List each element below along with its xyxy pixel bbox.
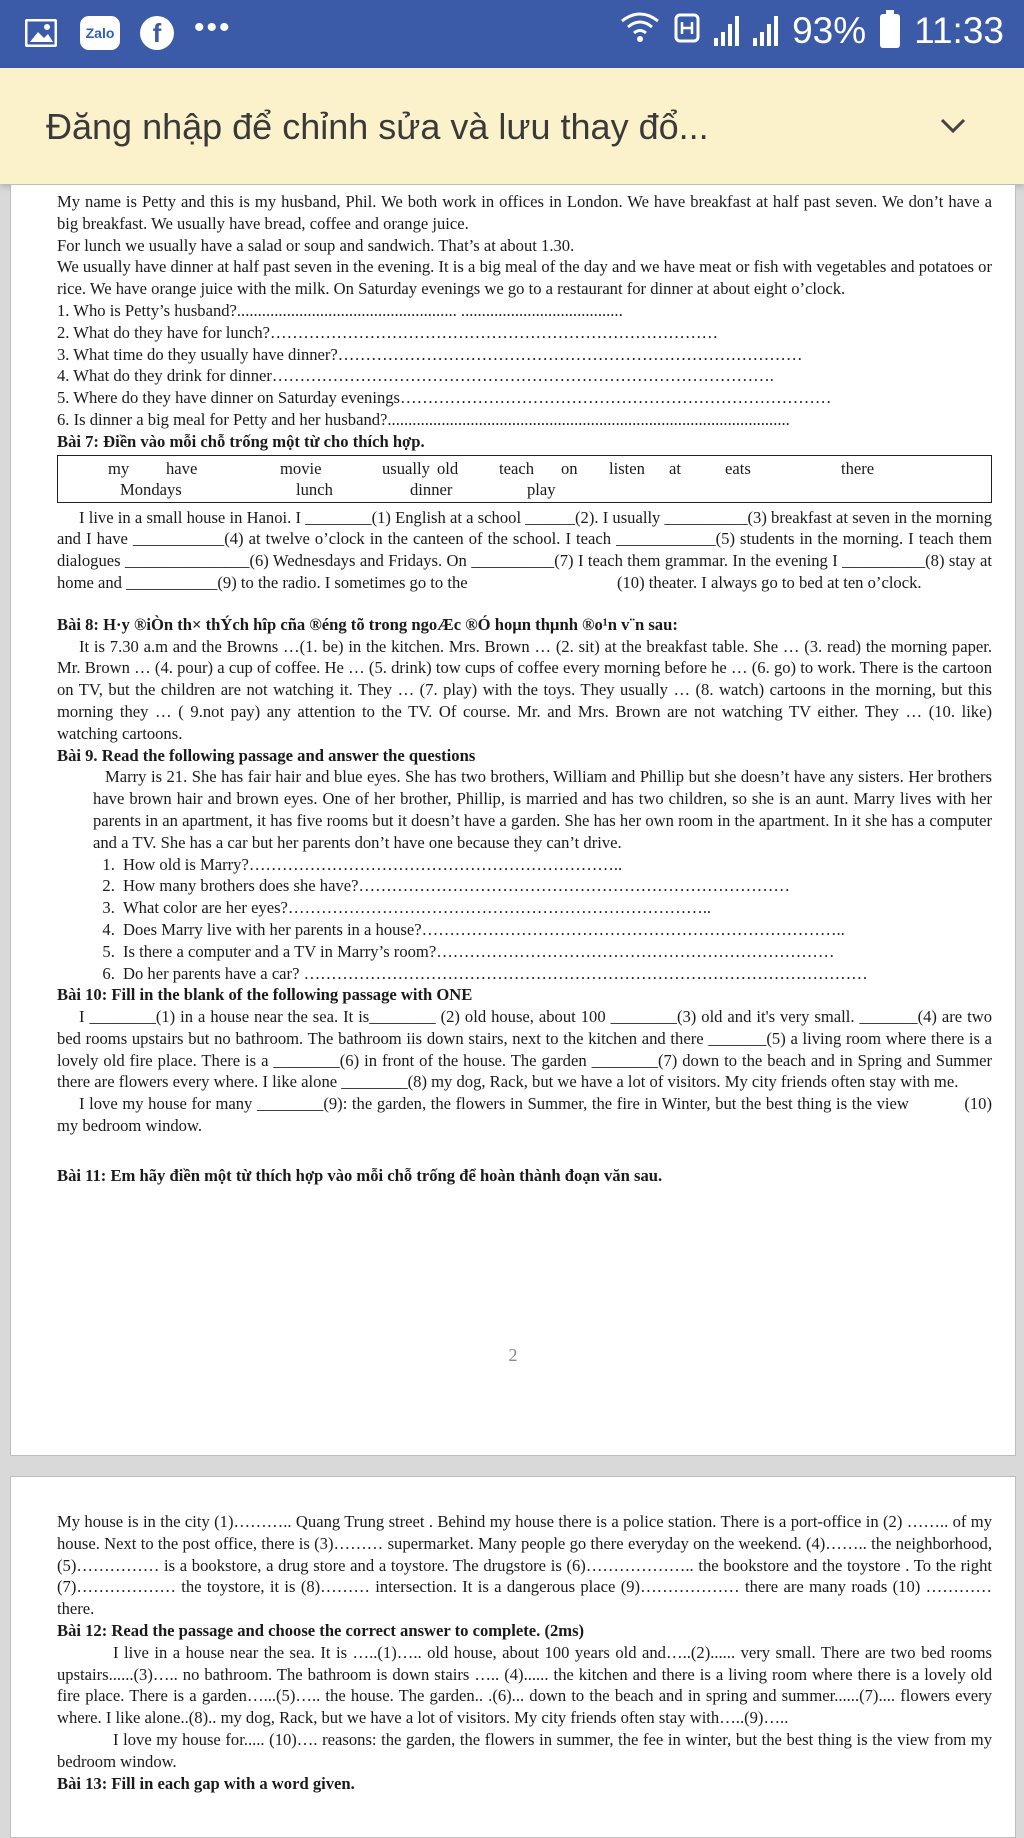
bai7-passage: I live in a small house in Hanoi. I ________(1) English at a school ______(2). I usually __________(3) breakfast at seven in the morning and I have ___________(4) at twelve o’clock in the canteen of the school. I teach ____________(5) students in the morning. I teach them dialogues _______________(6) Wednesdays and Fridays. On __________(7) I teach them grammar. In the evening I __________(8) stay at home and ___________(9) to the radio. I sometimes go to the (10) theater. I always go to bed at ten o’clock. xyxy=(57,507,997,592)
bai9-question: 2. How many brothers does she have?…………………………………………………………………… xyxy=(119,875,992,897)
intro-para-2: For lunch we usually have a salad or soup and sandwich. That’s at about 1.30. xyxy=(57,235,575,255)
chevron-down-icon[interactable] xyxy=(938,110,968,140)
bai10-passage: I ________(1) in a house near the sea. It is________ (2) old house, about 100 ________(3) old and it's very small. _______(4) are two bed rooms upstairs but no bathroom. The bathroom iis down stairs, next to the kitchen and there _______(5) a living room where there is a lovely old fire place. There is a ________(6) in front of the house. The garden ________(7) down to the beach and in Spring and Summer there are flowers every where. I like alone ________(8) my dog, Rack, but we have a lot of visitors. My city friends often stay with me. xyxy=(57,1007,992,1092)
document-page-1 xyxy=(10,184,1016,1456)
bai10-heading: Bài 10: Fill in the blank of the following passage with ONE xyxy=(57,985,473,1005)
word-chip: Mondays xyxy=(120,479,182,499)
question-4: 4. What do they drink for dinner………………………………………………………………………………. xyxy=(57,366,774,386)
word-chip: my xyxy=(108,458,130,478)
question-1: 1. Who is Petty’s husband?..................................................... ....................................... xyxy=(57,300,623,320)
bai12-passage: I live in a house near the sea. It is …..(1)….. old house, about 100 years old and…..(2)...... very small. There are two bed rooms upstairs......(3)….. no bathroom. The bathroom is down stairs ….. (4)...... the kitchen and there is a living room where there is a lovely old fire place. There is a garden…...(5)….. the house. The garden.. .(6)... down to the beach and in spring and summer......(7).... flowers every where. I like alone..(8).. my dog, Rack, but we have a lot of visitors. My city friends often stay with…..(9)….. xyxy=(57,1642,992,1728)
question-2: 2. What do they have for lunch?……………………………………………………………………… xyxy=(57,322,719,342)
word-chip: play xyxy=(527,479,556,499)
gallery-icon xyxy=(22,14,60,52)
bai11-heading: Bài 11: Em hãy điền một từ thích hợp vào mỗi chỗ trống để hoàn thành đoạn văn sau. xyxy=(57,1165,663,1185)
login-banner[interactable] xyxy=(0,68,1024,184)
more-notifications-icon: ••• xyxy=(194,11,232,44)
bai9-passage: Marry is 21. She has fair hair and blue eyes. She has two brothers, William and Phillip but she doesn’t have any sisters. Her brothers have brown hair and brown eyes. One of her brother, Phillip, is married and has two children, so she is an aunt. Marry lives with her parents in an apartment, it has five rooms but it doesn’t have a garden. She has her own room in the apartment. In it she has a computer and a TV. She has a car but her parents don’t have one because they can’t drive. xyxy=(93,767,992,852)
bai11-passage: My house is in the city (1)……….. Quang Trung street . Behind my house there is a police station. There is a port-office in (2) …….. of my house. Next to the post office, there is (3)……… supermarket. Many people go there everyday on the weekend. (4)…….. the neighborhood, (5)…………… is a bookstore, a drug store and a toystore. The drugstore is (6)……………….. the bookstore and the toystore . To the right (7)……………… the toystore, it is (8)……… intersection. It is a dangerous place (9)……………… there are many roads (10) ………… there. xyxy=(57,1512,992,1619)
word-chip: there xyxy=(841,458,875,478)
word-chip: old xyxy=(437,458,459,478)
word-box xyxy=(57,455,992,503)
wifi-icon xyxy=(620,10,660,52)
bai7-heading: Bài 7: Điền vào mỗi chỗ trống một từ cho thích hợp. xyxy=(57,431,425,451)
page-number: 2 xyxy=(508,1345,518,1365)
status-bar xyxy=(0,0,1024,68)
bai9-question: 5. Is there a computer and a TV in Marry’s room?……………………………………………………………… xyxy=(119,941,992,963)
word-chip: have xyxy=(166,458,198,478)
word-chip: teach xyxy=(499,458,535,478)
bai8-heading: Bài 8: H·y ®iÒn th× thÝch hîp cña ®éng tõ trong ngoÆc ®Ó hoµn thµnh ®o¹n v¨n sau: xyxy=(57,614,678,634)
word-chip: on xyxy=(561,458,578,478)
word-chip: dinner xyxy=(410,479,453,499)
question-3: 3. What time do they usually have dinner?………………………………………………………………………… xyxy=(57,344,803,364)
question-5: 5. Where do they have dinner on Saturday evenings…………………………………………………………………… xyxy=(57,388,832,408)
clock: 11:33 xyxy=(914,10,1004,51)
page1-content xyxy=(57,191,997,1187)
signal-1-icon xyxy=(714,16,739,46)
facebook-icon: f xyxy=(140,16,174,50)
intro-para-3: We usually have dinner at half past seven in the evening. It is a big meal of the day and we have meat or fish with vegetables and potatoes or rice. We have orange juice with the milk. On Saturday evenings we go to a restaurant for dinner at about eight o’clock. xyxy=(57,257,992,299)
bai9-heading: Bài 9. Read the following passage and answer the questions xyxy=(57,745,476,765)
bai9-question: 6. Do her parents have a car? ………………………………………………………………………………………… xyxy=(119,963,992,985)
word-box-row-1 xyxy=(58,458,991,479)
battery-icon xyxy=(880,14,900,48)
word-chip: eats xyxy=(725,458,751,478)
signal-2-icon xyxy=(753,16,778,46)
document-page-2 xyxy=(10,1476,1016,1838)
bai9-question-list xyxy=(57,854,992,985)
hd-icon xyxy=(674,10,700,52)
question-6: 6. Is dinner a big meal for Petty and her husband?................................................................................................. xyxy=(57,409,790,429)
bai12-passage-2: I love my house for..... (10)…. reasons: the garden, the flowers in summer, the fee in winter, but the best thing is the view from my bedroom window. xyxy=(57,1729,992,1771)
bai13-heading: Bài 13: Fill in each gap with a word given. xyxy=(57,1773,355,1793)
word-chip: usually xyxy=(382,458,430,478)
page2-content xyxy=(57,1511,992,1794)
bai12-heading: Bài 12: Read the passage and choose the correct answer to complete. (2ms) xyxy=(57,1620,585,1640)
bai10-passage-2: I love my house for many ________(9): the garden, the flowers in Summer, the fire in Winter, but the best thing is the view (10) my bedroom window. xyxy=(57,1094,997,1136)
bai8-passage: It is 7.30 a.m and the Browns …(1. be) in the kitchen. Mrs. Brown … (2. sit) at the breakfast table. She … (3. read) the morning paper. Mr. Brown … (4. pour) a cup of coffee. He … (5. drink) tow cups of coffee every morning before he … (6. go) to work. There is the cartoon on TV, but the children are not watching it. They … (7. play) with the toys. They usually … (8. watch) cartoons in the morning, but this morning they … ( 9.not pay) any attention to the TV. Of course. Mr. and Mrs. Brown are not watching TV either. They … (10. like) watching cartoons. xyxy=(57,636,992,743)
bai9-question: 1. How old is Marry?………………………………………………………….. xyxy=(119,854,992,876)
battery-percent: 93% xyxy=(792,10,867,51)
word-box-row-2 xyxy=(58,479,991,500)
bai9-question: 3. What color are her eyes?………………………………………………………………….. xyxy=(119,897,992,919)
zalo-icon: Zalo xyxy=(80,16,120,50)
word-chip: at xyxy=(669,458,681,478)
word-chip: listen xyxy=(609,458,645,478)
intro-para-1: My name is Petty and this is my husband, Phil. We both work in offices in London. We have breakfast at half past seven. We don’t have a big breakfast. We usually have bread, coffee and orange juice. xyxy=(57,192,992,233)
login-banner-text[interactable]: Đăng nhập để chỉnh sửa và lưu thay đổ... xyxy=(46,106,709,147)
word-chip: movie xyxy=(280,458,322,478)
word-chip: lunch xyxy=(296,479,333,499)
bai9-question: 4. Does Marry live with her parents in a house?………………………………………………………………….. xyxy=(119,919,992,941)
